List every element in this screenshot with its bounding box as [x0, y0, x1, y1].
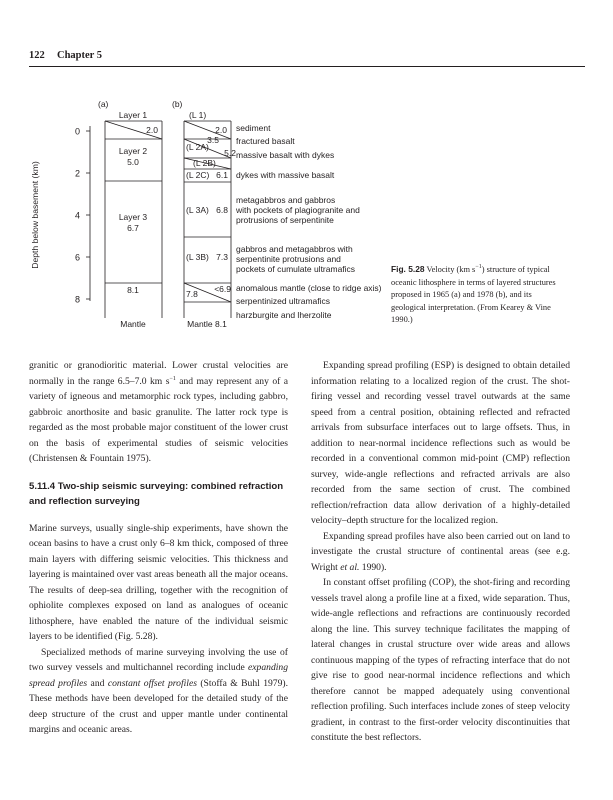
- interp-l3b-line2: serpentinite protrusions and: [236, 254, 341, 264]
- interp-l3a-line1: metagabbros and gabbros: [236, 195, 336, 205]
- interp-massive-basalt: massive basalt with dykes: [236, 150, 335, 160]
- caption-label: Fig. 5.28: [391, 264, 425, 274]
- y-tick-4: 4: [74, 210, 80, 221]
- caption-sup: −1: [475, 264, 482, 271]
- interp-l3a-line2: with pockets of plagiogranite and: [236, 205, 360, 215]
- y-tick-6: 6: [74, 252, 80, 263]
- layer1-label: Layer 1: [118, 110, 148, 120]
- layer2-label: Layer 2: [118, 146, 148, 156]
- right-column: [311, 358, 570, 746]
- panel-a-label: (a): [98, 99, 109, 109]
- depth-axis: [86, 126, 90, 301]
- b-l2c-velocity: 6.1: [216, 170, 228, 180]
- b-l2a-velocity: 3.5: [207, 135, 219, 145]
- layer3-velocity: 6.7: [127, 223, 139, 233]
- interp-l3b-line3: pockets of cumulate ultramafics: [236, 264, 356, 274]
- mantle-label-a: Mantle: [120, 319, 146, 329]
- left-column: [29, 358, 288, 738]
- b-l2b-velocity: 5.2: [224, 148, 236, 158]
- caption-text-2: ) structure of typical oceanic lithosphere in terms of layered structures proposed in 1965 (a) and 1978 (b), and its geological interpretation. (From Kearey & Vine 1990.): [391, 265, 556, 325]
- page-number: 122: [29, 50, 45, 61]
- b-l1-label: (L 1): [189, 110, 207, 120]
- caption-text-1: Velocity (km s: [426, 265, 476, 274]
- b-l3a-velocity: 6.8: [216, 205, 228, 215]
- b-l2c-label: (L 2C): [186, 170, 210, 180]
- b-mantle-label: Mantle 8.1: [187, 319, 227, 329]
- left-paragraph-1: granitic or granodioritic material. Lower crustal velocities are normally in the range 6.5–7.0 km $s^{-1}$ and may represent any of a variety of igneous and metamorphic rock types, including gabbro, gabbroic anorthosite and basic granulite. The latter rock type is regarded as the most probable major constituent of the lower crust on the basis of experimental studies of seismic velocities (Christensen & Fountain 1975).: [29, 360, 288, 464]
- b-l2a-label: (L 2A): [186, 142, 209, 152]
- interp-fractured-basalt: fractured basalt: [236, 136, 295, 146]
- moho-velocity-a: 8.1: [127, 285, 139, 295]
- panel-b-label: (b): [172, 99, 183, 109]
- interp-l3b-line1: gabbros and metagabbros with: [236, 244, 353, 254]
- interp-dykes: dykes with massive basalt: [236, 170, 335, 180]
- interp-harzburgite: harzburgite and lherzolite: [236, 310, 332, 320]
- y-tick-8: 8: [74, 294, 80, 305]
- y-axis-label: Depth below basement (km): [30, 161, 40, 269]
- figure-caption: [391, 263, 561, 327]
- b-anomalous-velocity-left: 7.8: [186, 289, 198, 299]
- b-l3a-label: (L 3A): [186, 205, 209, 215]
- interp-serpentinized: serpentinized ultramafics: [236, 296, 331, 306]
- layer3-label: Layer 3: [118, 212, 148, 222]
- y-tick-0: 0: [74, 126, 80, 137]
- right-paragraph-3: In constant offset profiling (COP), the shot-firing and recording vessels travel along a profile line at a fixed, wide separation. Thus, wide-angle reflections and refractions are continuously recorded along the line. This survey technique facilitates the mapping of lateral changes in crustal structure over wide areas and allows continuous mapping of the types of refracting interface that do not give rise to good near-normal incidence reflections and which therefore cannot be mapped adequately using conventional reflection profiling. Such interfaces include zones of steep velocity gradient, in contrast to the first-order velocity discontinuities that constitute the best reflectors.: [311, 577, 570, 743]
- layer2-velocity: 5.0: [127, 157, 139, 167]
- layer1-velocity: 2.0: [146, 125, 158, 135]
- b-l3b-label: (L 3B): [186, 252, 209, 262]
- chapter-label: Chapter 5: [57, 50, 103, 61]
- interp-anomalous: anomalous mantle (close to ridge axis): [236, 283, 382, 293]
- section-heading: 5.11.4 Two-ship seismic surveying: combined refraction and reflection surveying: [29, 480, 284, 507]
- b-l2b-label: (L 2B): [193, 158, 216, 168]
- left-paragraph-3: Specialized methods of marine surveying involving the use of two survey vessels and multichannel recording include expanding spread profiles and constant offset profiles (Stoffa & Buhl 1979). These methods have been developed for the detailed study of the deep structure of the crust and upper mantle under continental margins and oceanic areas.: [29, 646, 288, 735]
- right-paragraph-2: Expanding spread profiles have also been carried out on land to investigate the crustal structure of continental areas (see e.g. Wright et al. 1990).: [311, 530, 570, 573]
- b-l1-velocity: 2.0: [215, 125, 227, 135]
- interp-sediment: sediment: [236, 123, 271, 133]
- b-anomalous-velocity-right: <6.9: [214, 284, 231, 294]
- left-paragraph-2: Marine surveys, usually single-ship experiments, have shown the ocean basins to have a crust only 6–8 km thick, composed of three main layers with differing seismic velocities. This thickness and layering is maintained over vast areas beneath all the major oceans. The results of deep-sea drilling, together with the recognition of ophiolite complexes exposed on land as analogues of oceanic lithosphere, have enabled the nature of the individual seismic layers to be identified (Fig. 5.28).: [29, 522, 288, 642]
- y-tick-2: 2: [74, 168, 80, 179]
- right-paragraph-1: Expanding spread profiling (ESP) is designed to obtain detailed information relating to a localized region of the crust. The shot-firing vessel and recording vessel travel outwards at the same speed from a central position, obtaining reflected and refracted arrivals from subsurface interfaces out to large offsets. Thus, in addition to near-normal incidence reflections such as would be recorded in a conventional common mid-point (CMP) reflection survey, wide-angle reflections and refracted arrivals are also recorded from the same section of crust. The combined reflection/refraction data allow derivation of a highly-detailed velocity–depth structure for the localized region.: [311, 360, 570, 526]
- interp-l3a-line3: protrusions of serpentinite: [236, 215, 334, 225]
- b-l3b-velocity: 7.3: [216, 252, 228, 262]
